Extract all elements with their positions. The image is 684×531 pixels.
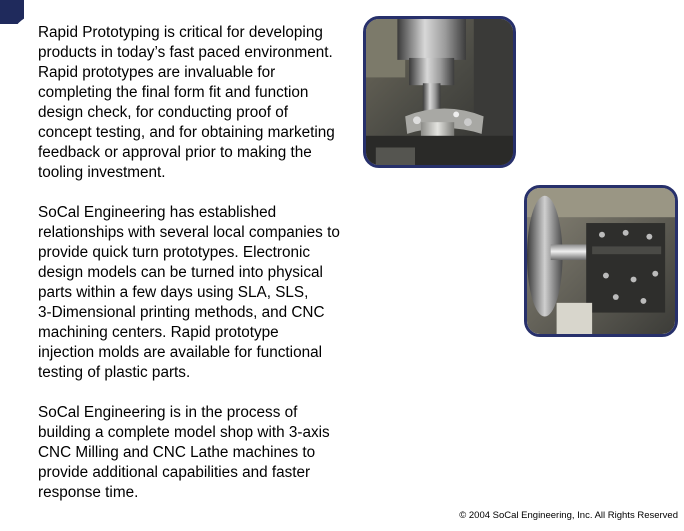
- paragraph-model-shop: SoCal Engineering is in the process of building a complete model shop with 3-axis CNC Milling and CNC Lathe machines to provide additional capabilities and faster response time.: [38, 404, 330, 501]
- paragraph-rapid-prototyping: Rapid Prototyping is critical for developing products in today’s fast paced environment. Rapid prototypes are invaluable for completing the final form fit and function design check, for conducting proof of concept testing, and for obtaining marketing feedback or approval prior to making the tooling investment.: [38, 24, 335, 181]
- cnc-milling-photo: [363, 16, 516, 168]
- corner-decoration: [0, 0, 24, 24]
- cnc-lathe-photo: [524, 185, 678, 337]
- copyright-footer: © 2004 SoCal Engineering, Inc. All Rights Reserved: [459, 510, 678, 521]
- paragraph-relationships: SoCal Engineering has established relationships with several local companies to provide quick turn prototypes. Electronic design models can be turned into physical parts within a few days using SLA, SLS, 3-Dimensional printing methods, and CNC machining centers. Rapid prototype injection molds are available for functional testing of plastic parts.: [38, 204, 340, 381]
- body-text: [38, 23, 368, 523]
